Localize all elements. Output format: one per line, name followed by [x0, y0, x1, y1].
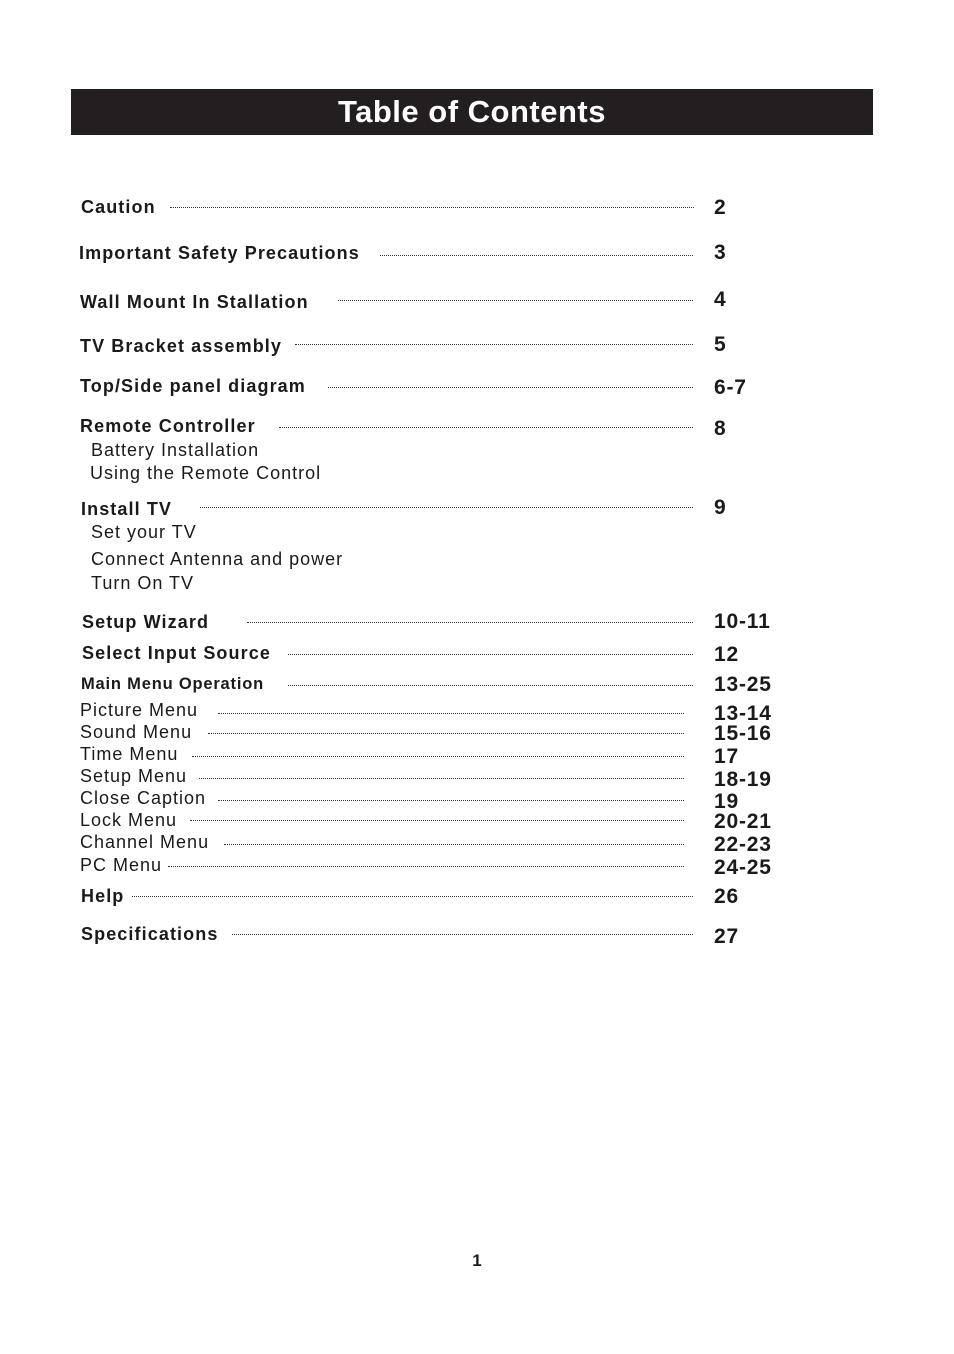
toc-page-main-menu: 13-25 — [714, 673, 772, 696]
toc-entry-safety-precautions[interactable]: Important Safety Precautions — [79, 242, 364, 264]
toc-entry-wall-mount[interactable]: Wall Mount In Stallation — [80, 291, 313, 313]
toc-entry-tv-bracket[interactable]: TV Bracket assembly — [80, 335, 286, 357]
toc-entry-channel-menu[interactable]: Channel Menu — [80, 831, 213, 853]
toc-subentry-set-tv[interactable]: Set your TV — [91, 522, 197, 542]
toc-entry-panel-diagram[interactable]: Top/Side panel diagram — [80, 375, 310, 397]
page-number: 1 — [472, 1251, 482, 1270]
toc-page-setup-wizard: 10-11 — [714, 610, 771, 633]
toc-subentry-using-remote[interactable]: Using the Remote Control — [90, 463, 322, 483]
dot-leader — [218, 800, 684, 801]
toc-entry-install-tv[interactable]: Install TV — [81, 498, 176, 520]
dot-leader — [190, 820, 684, 821]
dot-leader — [232, 934, 693, 935]
toc-page-specifications: 27 — [714, 925, 739, 948]
dot-leader — [218, 713, 684, 714]
toc-entry-pc-menu[interactable]: PC Menu — [80, 854, 166, 876]
toc-page-input-source: 12 — [714, 643, 739, 666]
toc-page-panel-diagram: 6-7 — [714, 376, 747, 399]
toc-page-picture-menu: 13-14 — [714, 702, 772, 725]
toc-entry-setup-wizard[interactable]: Setup Wizard — [82, 611, 213, 633]
toc-page-pc-menu: 24-25 — [714, 856, 772, 879]
toc-page-help: 26 — [714, 885, 739, 908]
dot-leader — [288, 685, 693, 686]
toc-entry-main-menu[interactable]: Main Menu Operation — [81, 673, 268, 695]
dot-leader — [247, 622, 693, 623]
toc-entry-specifications[interactable]: Specifications — [81, 923, 222, 945]
toc-page-close-caption: 19 — [714, 790, 739, 813]
toc-page-caution: 2 — [714, 196, 727, 219]
toc-page-wall-mount: 4 — [714, 288, 727, 311]
toc-entry-remote-controller[interactable]: Remote Controller — [80, 415, 260, 437]
dot-leader — [328, 387, 693, 388]
dot-leader — [295, 344, 693, 345]
toc-page-safety-precautions: 3 — [714, 241, 727, 264]
toc-page-install-tv: 9 — [714, 496, 727, 519]
toc-page-tv-bracket: 5 — [714, 333, 727, 356]
toc-entry-picture-menu[interactable]: Picture Menu — [80, 699, 202, 721]
toc-entry-input-source[interactable]: Select Input Source — [82, 642, 275, 664]
toc-entry-setup-menu[interactable]: Setup Menu — [80, 765, 191, 787]
dot-leader — [208, 733, 684, 734]
dot-leader — [192, 756, 684, 757]
dot-leader — [380, 255, 693, 256]
title-bar — [71, 89, 873, 135]
dot-leader — [200, 507, 693, 508]
toc-page-setup-menu: 18-19 — [714, 768, 772, 791]
dot-leader — [199, 778, 684, 779]
toc-page-lock-menu: 20-21 — [714, 810, 772, 833]
dot-leader — [279, 427, 693, 428]
page-title: Table of Contents — [338, 94, 606, 129]
toc-page-time-menu: 17 — [714, 745, 739, 768]
dot-leader — [288, 654, 693, 655]
toc-page-channel-menu: 22-23 — [714, 833, 772, 856]
toc-subentry-battery[interactable]: Battery Installation — [91, 440, 260, 460]
toc-page-sound-menu: 15-16 — [714, 722, 772, 745]
dot-leader — [338, 300, 693, 301]
toc-entry-sound-menu[interactable]: Sound Menu — [80, 721, 196, 743]
toc-entry-lock-menu[interactable]: Lock Menu — [80, 809, 181, 831]
toc-entry-help[interactable]: Help — [81, 885, 128, 907]
toc-entry-caution[interactable]: Caution — [81, 196, 160, 218]
dot-leader — [168, 866, 684, 867]
dot-leader — [170, 207, 694, 208]
dot-leader — [224, 844, 684, 845]
toc-entry-time-menu[interactable]: Time Menu — [80, 743, 182, 765]
dot-leader — [132, 896, 693, 897]
toc-entry-close-caption[interactable]: Close Caption — [80, 787, 210, 809]
toc-page-remote-controller: 8 — [714, 417, 727, 440]
toc-subentry-turn-on[interactable]: Turn On TV — [91, 573, 195, 593]
toc-subentry-connect-antenna[interactable]: Connect Antenna and power — [91, 549, 344, 569]
